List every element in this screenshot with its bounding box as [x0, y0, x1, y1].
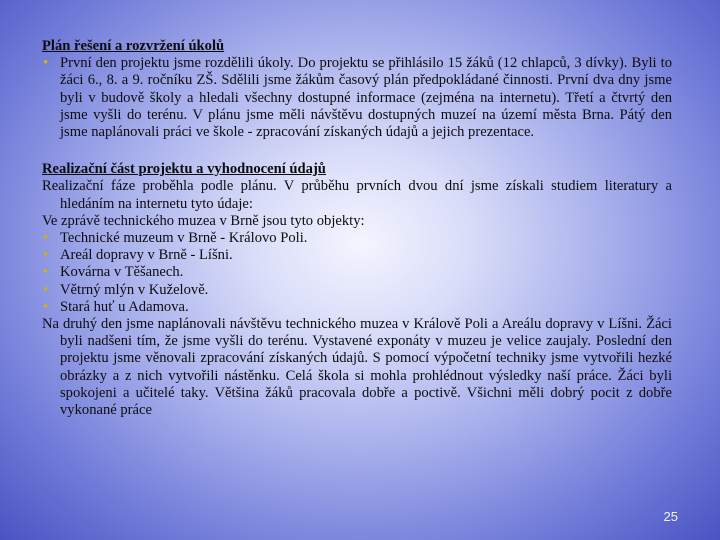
list-item-text: Stará huť u Adamova. — [60, 298, 189, 315]
list-item — [42, 247, 672, 264]
list-item-text: Technické muzeum v Brně - Královo Poli. — [60, 230, 308, 247]
list-item-text: Kovárna v Těšanech. — [60, 264, 184, 281]
bullet-icon: • — [43, 55, 49, 72]
bullet-icon: • — [43, 247, 49, 264]
section-heading-realization: Realizační část projektu a vyhodnocení údajů — [42, 161, 326, 178]
bullet-icon: • — [43, 264, 49, 281]
list-item — [42, 282, 672, 299]
page-number: 25 — [663, 509, 678, 524]
plan-bullet-text: První den projektu jsme rozdělili úkoly. Do projektu se přihlásilo 15 žáků (12 chlapců, 3 dívky). Byli to žáci 6., 8. a 9. ročníku ZŠ. Sdělili jsme žákům časový plán předpokládané činnosti. První dva dny jsme byli v budově školy a hledali všechny dostupné informace (zejména na internetu). Třetí a čtvrtý den jsme vyšli do terénu. V plánu jsme měli návštěvu dostupných muzeí na území města Brna. Pátý den jsme naplánovali práci ve škole - zpracování získaných údajů a jejich prezentace. — [60, 55, 672, 141]
bullet-icon: • — [43, 281, 49, 298]
list-item-text: Areál dopravy v Brně - Líšni. — [60, 247, 233, 264]
list-item — [42, 230, 672, 247]
list-item-text: Větrný mlýn v Kuželově. — [60, 281, 209, 298]
objects-list-intro: Ve zprávě technického muzea v Brně jsou tyto objekty: — [42, 212, 365, 229]
slide-content — [42, 38, 672, 419]
realization-intro: Realizační fáze proběhla podle plánu. V průběhu prvních dvou dní jsme získali studiem literatury a hledáním na internetu tyto údaje: — [42, 178, 672, 212]
plan-bullet — [42, 55, 672, 141]
bullet-icon: • — [43, 230, 49, 247]
section-heading-plan: Plán řešení a rozvržení úkolů — [42, 38, 225, 54]
bullet-icon: • — [43, 298, 49, 315]
list-item — [42, 264, 672, 281]
list-item — [42, 299, 672, 316]
realization-closing: Na druhý den jsme naplánovali návštěvu technického muzea v Králově Poli a Areálu dopravy v Líšni. Žáci byli nadšeni tím, že jsme vyšli do terénu. Vystavené exponáty v muzeu je velice zaujaly. Poslední den projektu jsme věnovali zpracování získaných údajů. S pomocí výpočetní techniky jsme vytvořili hezké obrázky a z nich vytvořili nástěnku. Celá škola si mohla prohlédnout výsledky naší práce. Žáci byli spokojeni a učitelé taky. Většina žáků pracovala dobře a poctivě. Všichni měli dobrý pocit z dobře vykonané práce — [42, 316, 672, 419]
